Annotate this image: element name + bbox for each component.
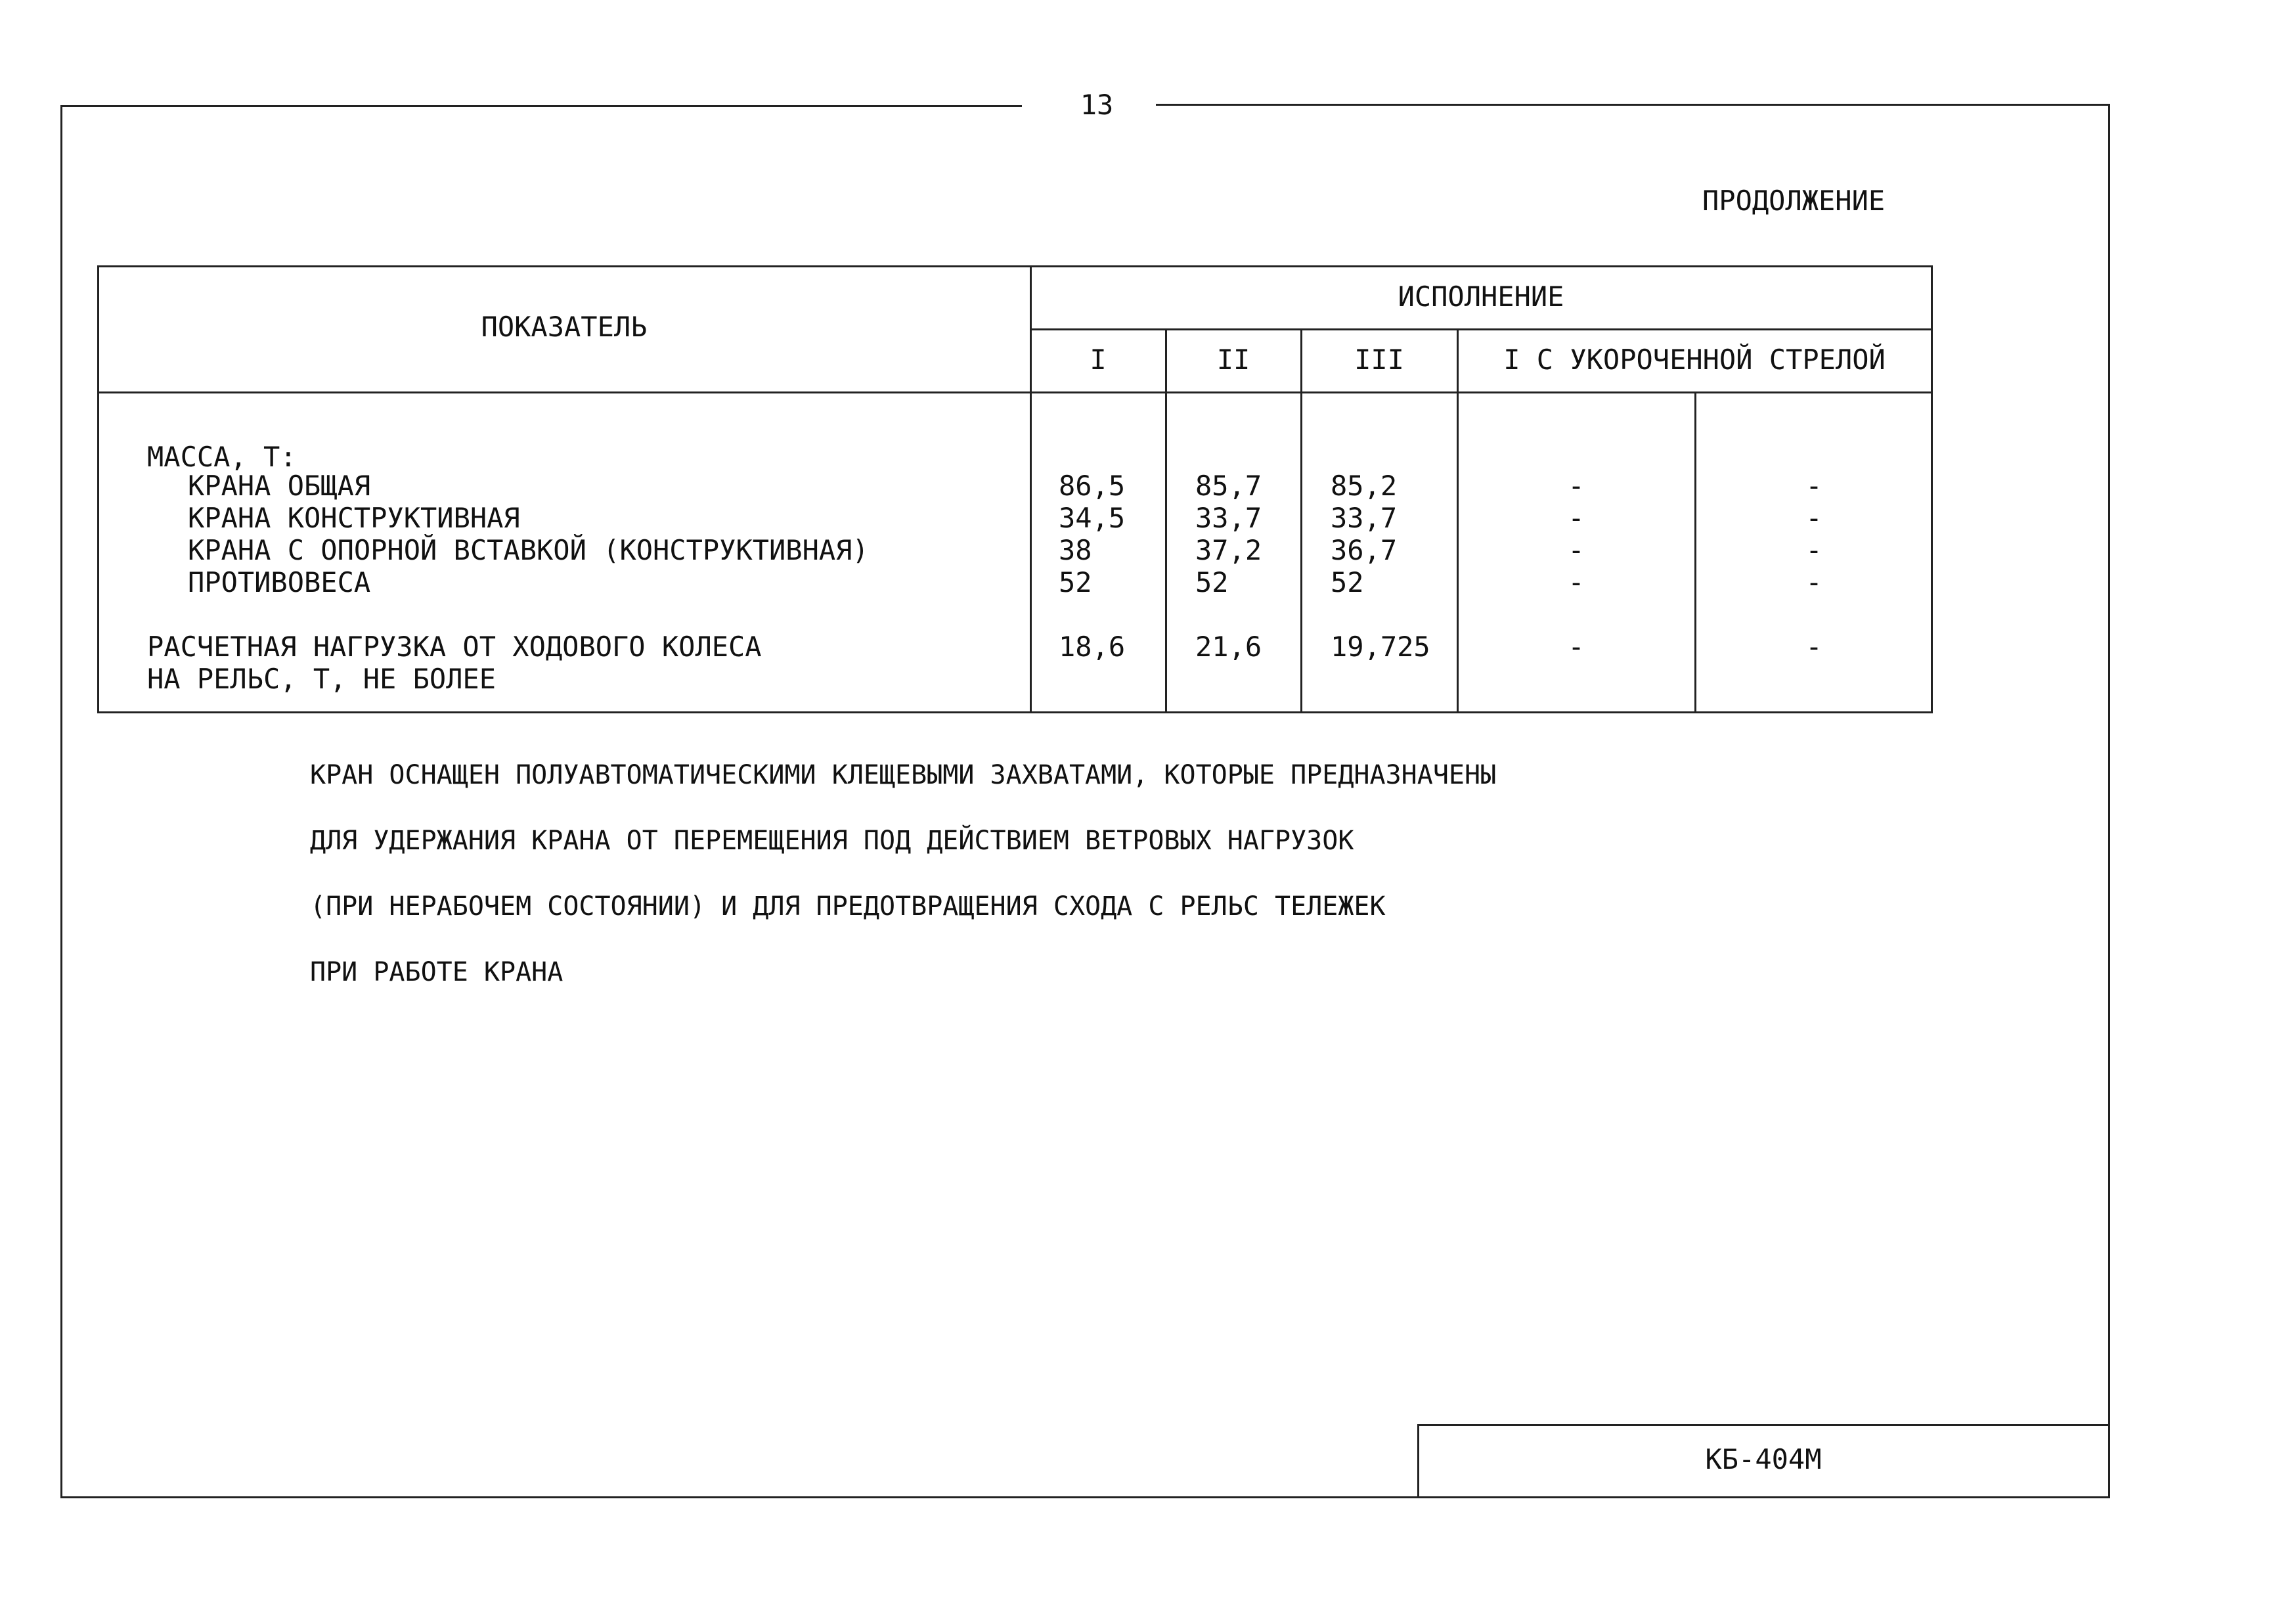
row-mass-label: МАССА, Т: bbox=[147, 441, 297, 473]
header-execution: ИСПОЛНЕНИЕ bbox=[1398, 280, 1564, 313]
header-col-3: III bbox=[1354, 344, 1404, 376]
header-indicator: ПОКАЗАТЕЛЬ bbox=[481, 311, 648, 343]
page-number: 13 bbox=[1080, 89, 1114, 121]
frame-right bbox=[2108, 104, 2110, 1498]
frame-left bbox=[60, 105, 62, 1498]
continuation-label: ПРОДОЛЖЕНИЕ bbox=[1702, 185, 1886, 217]
header-col-1: I bbox=[1090, 344, 1107, 376]
frame-top-left bbox=[60, 105, 1022, 107]
header-col-2: II bbox=[1216, 344, 1250, 376]
frame-top-right bbox=[1156, 104, 2109, 106]
frame-bottom bbox=[60, 1496, 2110, 1498]
header-col-4: I С УКОРОЧЕННОЙ СТРЕЛОЙ bbox=[1503, 344, 1886, 376]
